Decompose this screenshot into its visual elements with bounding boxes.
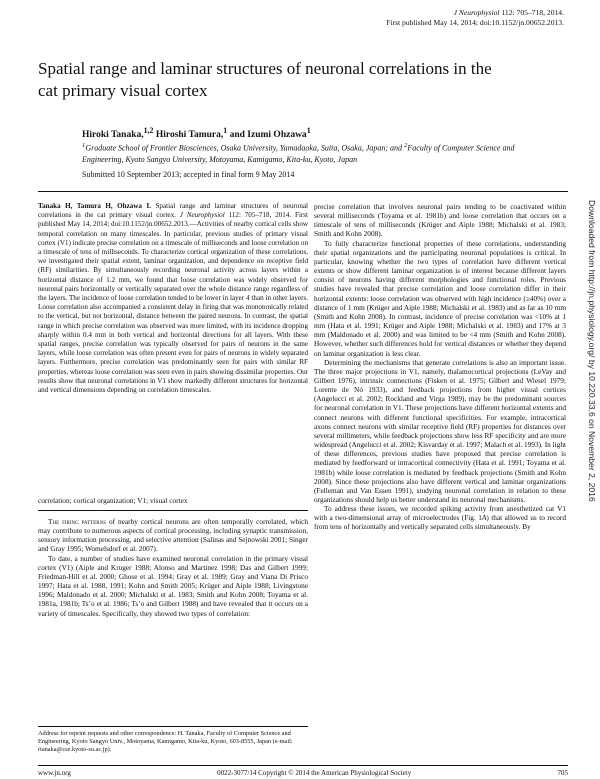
abstract-journal: J Neurophysiol — [179, 211, 225, 220]
submission-dates: Submitted 10 September 2013; accepted in final form 9 May 2014 — [82, 170, 295, 179]
journal-name: J Neurophysiol — [453, 8, 500, 17]
page-number: 705 — [557, 769, 568, 777]
article-title: Spatial range and laminar structures of neuronal correlations in the cat primary visual cortex — [38, 59, 492, 100]
abstract-lead: Tanaka H, Tamura H, Ohzawa I. — [38, 202, 151, 210]
footer-divider — [38, 765, 568, 766]
abstract-cite: 112: 705–718, 2014. First published May 14, 2014; doi:10.1152/jn.00652.2013.— — [38, 211, 309, 229]
paragraph — [314, 504, 566, 531]
author-name: and Izumi Ohzawa — [227, 130, 307, 141]
abstract — [38, 202, 308, 395]
paragraph: precise correlation that involves neuronal pairs tending to be coactivated within several milliseconds (Toyama et al. 1981b) and loose correlation that occurs on a timescale of tens of milliseconds (Krüger and Aiple 1988; Michalski et al. 1983; Smith and Kohn 2008). — [314, 202, 566, 239]
abstract-ref-title: Spatial range and laminar structures of neuronal correlations in the cat primary visual cortex. — [38, 202, 308, 220]
journal-citation — [386, 8, 564, 28]
copyright: 0022-3077/14 Copyright © 2014 the American Physiological Society — [217, 769, 412, 777]
paragraph-text: To address these issues, we recorded spiking activity from anesthetized cat V1 with a two-dimensional array of microelectrodes (Fig. 1 — [314, 504, 566, 523]
download-note: Downloaded from http://jn.physiology.org/ by 10.220.33.6 on November 2, 2016 — [587, 200, 597, 502]
affil-sup: 2 — [404, 142, 408, 149]
paragraph-text: of nearby cortical neurons are often temporally correlated, which may contribute to numerous aspects of cortical processing, including synaptic transmission, sensory information processing, and selective attention (Salinas and Sejnowski 2001; Singer and Gray 1995; Womelsdorf et al. 2007). — [38, 517, 308, 554]
correspondence-footnote: Address for reprint requests and other correspondence: H. Tanaka, Faculty of Computer Science and Engineering, Kyoto Sangyo Univ., Motoyama, Kamigamo, Kita-ku, Kyoto, 603-8555, Japan (e-mail: rtanaka@cse.kyoto-su.ac.jp). — [38, 730, 293, 753]
lead-in: The firing patterns — [48, 517, 106, 526]
paragraph: Determining the mechanisms that generate correlations is also an important issue. The three major projections in V1, namely, thalamocortical projections (LeVay and Gilbert 1976), intrinsic connections (Fisken et al. 1975; Gilbert and Wiesel 1979; Lorente de Nó 1933), and feedback projections from higher visual cortices (Angelucci et al. 2002; Rockland and Virga 1989), may be the predominant sources for neuronal correlation in V1. These projections have different horizontal extents and connect neurons with different functional specificities. For example, intracortical axons connect neurons with similar receptive field (RF) properties for distances over several millimeters, while feedback projections show less RF specificity and are more widespread (Angelucci et al. 2002; Kisvarday et al. 1997; Malach et al. 1993). In light of these differences, previous studies have proposed that precise correlation is mediated by feedforward or intracortical connectivity (Hata et al. 1991; Toyama et al. 1981b) while loose correlation is mediated by feedback projections (Smith and Kohn 2008). Since these projections also have different vertical and laminar organizations (Felleman and Van Essen 1991), studying neuronal correlation in relation to these organizations should help us better understand its neuronal mechanisms. — [314, 357, 566, 504]
paragraph-text: ) that allowed us to record from tens of horizontally and vertically separated cells simultaneously. By — [314, 513, 567, 532]
journal-volume: 112: 705–718, 2014. — [501, 8, 564, 17]
left-column-body — [38, 517, 308, 618]
author-name: Hiroshi Tamura, — [153, 130, 224, 141]
publication-line: First published May 14, 2014; doi:10.1152/jn.00652.2013. — [386, 18, 564, 27]
paragraph: To fully characterize functional properties of these correlations, understanding their spatial organizations and the participating neuronal populations is critical. In particular, knowing whether the two types of correlation have different vertical extents or show different laminar organization is of interest because different layers consist of neurons having different morphologies and functional roles. Previous studies have revealed that precise correlation and loose correlation differ in their horizontal extents: loose correlation was observed with high incidence (≥40%) over a distance of 1 mm (Krüger and Aiple 1988; Michalski et al. 1983) and as far as 10 mm (Smith and Kohn 2008). In contrast, incidence of precise correlation was <10% at 1 mm (Hata et al. 1991; Krüger and Aiple 1988; Michalski et al. 1983) and 17% at 3 mm (Maldonado et al. 2000) and was limited to be <4 mm (Smith and Kohn 2008). However, whether such differences hold for vertical distances or whether they depend on laminar organization is less clear. — [314, 238, 566, 358]
paragraph: To date, a number of studies have examined neuronal correlation in the primary visual cortex (V1) (Aiple and Kruger 1988; Alonso and Martinez 1998; Das and Gilbert 1999; Friedman-Hill et al. 2000; Ghose et al. 1994; Gray et al. 1989; Gray and Viana Di Prisco 1997; Hata et al. 1988, 1991; Kohn and Smith 2005; Krüger and Aiple 1988; Livingstone 1996; Maldonado et al. 2000; Michalski et al. 1983; Smith and Kohn 2008; Toyama et al. 1981a, 1981b; Ts’o et al. 1986; Ts’o and Gilbert 1988) and have revealed that it occurs on a variety of timescales. Specifically, they showed two types of correlation: — [38, 553, 308, 618]
affil-sup: 1 — [82, 142, 86, 149]
author-sup: 1,2 — [143, 126, 154, 135]
author-list — [82, 126, 311, 140]
affil-text: Graduate School of Frontier Biosciences, Osaka University, Yamadaoka, Suita, Osaka, Japan; and — [85, 143, 405, 153]
abstract-text: Activities of nearby cortical cells show temporal correlation on many timescales. In particular, previous studies of primary visual cortex (V1) indicate precise correlation on a timescale of milliseconds and loose correlation on a timescale of tens of milliseconds. To characterize cortical organization of these correlations, we investigated their spatial extent, laminar organization, and dependence on receptive field (RF) similarities. By simultaneously recording neuronal activity across layers within a horizontal distance of 1.2 mm, we found that loose correlation was widely observed for neuronal pairs horizontally or vertically separated over the whole distance range regardless of the layers. The incidence of loose correlation tended to be lower in layer 4 than in other layers. Loose correlation also accompanied a consistent delay in firing that was monotonically related to the vertical, but not horizontal, distance between the paired neurons. In contrast, the spatial range in which precise correlation was observed was more limited, with its incidence dropping sharply within 0.4 mm in both vertical and horizontal directions for all layers. With these spatial ranges, precise correlation was typically observed for pairs of neurons in the same layers, while loose correlation was often present even for pairs of neurons in widely separated layers. Furthermore, precise correlation was predominantly seen for pairs with similar RF properties, whereas loose correlation was seen even in pairs showing dissimilar properties. Our results show that neuronal correlations in V1 show markedly different structures for horizontal and vertical dimensions depending on correlation timescales. — [38, 220, 308, 395]
author-sup: 1 — [223, 126, 228, 135]
affiliations — [82, 140, 552, 165]
author-name: Hiroki Tanaka, — [82, 130, 144, 141]
author-sup: 1 — [306, 126, 311, 135]
page-footer — [38, 769, 568, 777]
paragraph — [38, 517, 308, 554]
journal-url[interactable]: www.jn.org — [38, 769, 71, 777]
download-watermark — [586, 200, 600, 620]
header-divider — [38, 191, 568, 192]
abstract-divider — [38, 510, 308, 511]
affil-text: Faculty of Computer Science and Engineering, Kyoto Sangyo University, Motoyama, Kamigamo, Kita-ku, Kyoto, Japan — [82, 143, 515, 164]
figure-panel-ref: A — [481, 513, 487, 523]
right-column-body — [314, 202, 566, 532]
keywords: correlation; cortical organization; V1; visual cortex — [38, 496, 188, 505]
footnote-divider — [38, 726, 308, 727]
